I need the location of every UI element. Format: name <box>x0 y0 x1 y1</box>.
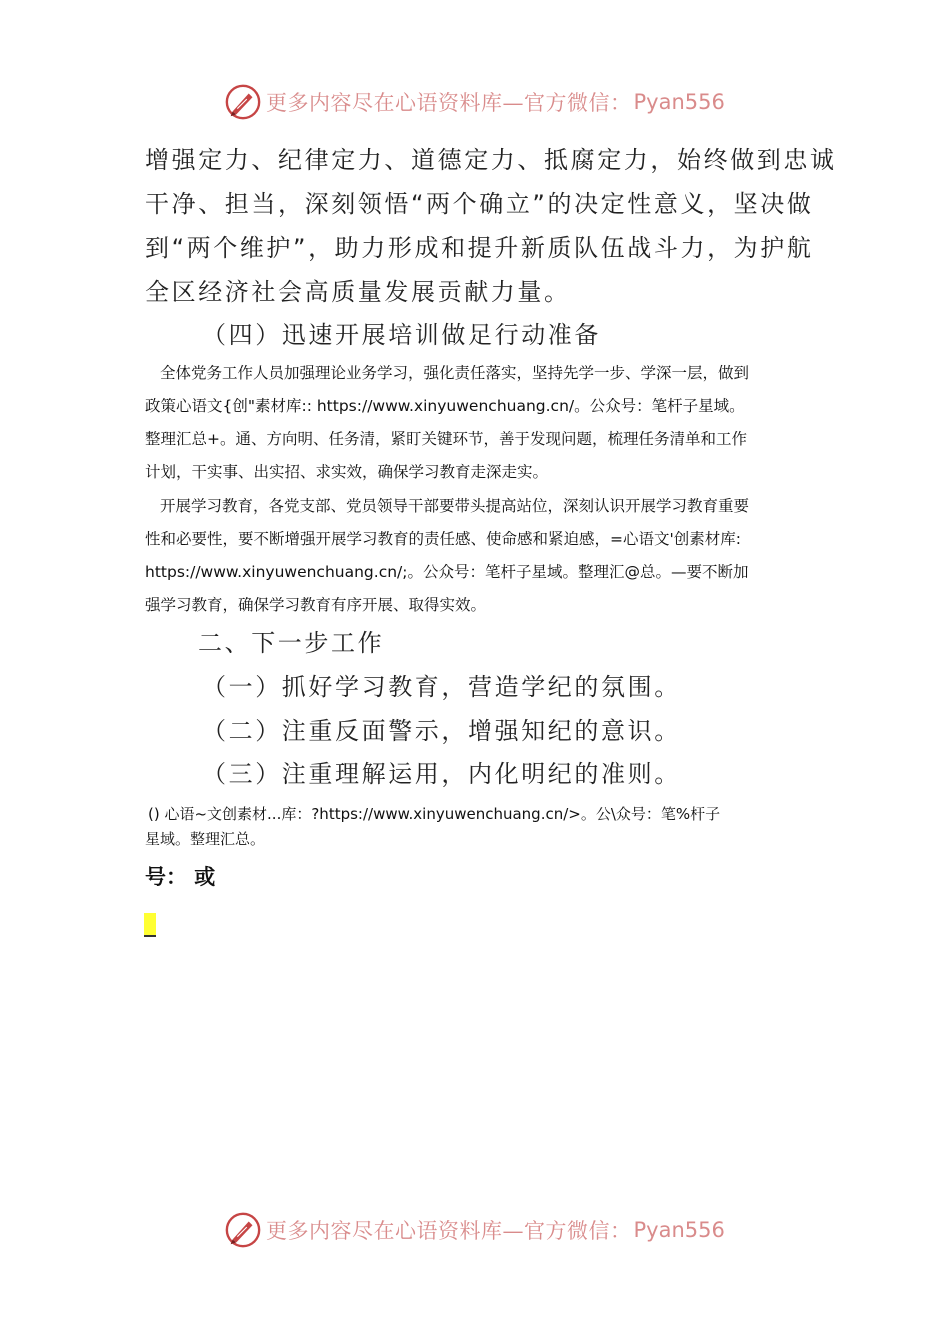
footer-watermark-banner <box>224 1210 725 1250</box>
heading-section-4: （四）迅速开展培训做足行动准备 <box>202 321 601 349</box>
header-watermark-banner <box>224 82 725 122</box>
pen-logo-icon <box>224 83 262 121</box>
note-line-2: 星域。整理汇总。 <box>145 830 266 848</box>
banner-wechat-id: Pyan556 <box>633 1218 725 1242</box>
paragraph-a-line-2: 政策心语文{创"素材库:: https://www.xinyuwenchuang.cn/。公众号：笔杆子星域。 <box>145 397 745 415</box>
list-item-1: （一）抓好学习教育，营造学纪的氛围。 <box>202 673 681 701</box>
body-line-4: 全区经济社会高质量发展贡献力量。 <box>145 278 571 306</box>
note-line-1: () 心语~文创素材...库：?https://www.xinyuwenchuang.cn/>。公\众号：笔%杆子 <box>148 805 721 823</box>
body-line-1: 增强定力、纪律定力、道德定力、抵腐定力，始终做到忠诚 <box>145 146 837 174</box>
section-2-title: 二、下一步工作 <box>198 629 385 657</box>
paragraph-b-line-1: 开展学习教育，各党支部、党员领导干部要带头提高站位，深刻认识开展学习教育重要 <box>160 497 750 515</box>
paragraph-b-line-2: 性和必要性，要不断增强开展学习教育的责任感、使命感和紧迫感，=心语文'创素材库: <box>145 530 741 548</box>
list-item-2: （二）注重反面警示，增强知纪的意识。 <box>202 717 681 745</box>
paragraph-a-line-3: 整理汇总+。通、方向明、任务清，紧盯关键环节，善于发现问题，梳理任务清单和工作 <box>145 430 747 448</box>
banner-text: 更多内容尽在心语资料库—官方微信： <box>266 91 632 115</box>
pen-logo-icon <box>224 1211 262 1249</box>
list-item-3: （三）注重理解运用，内化明纪的准则。 <box>202 760 681 788</box>
paragraph-b-line-4: 强学习教育，确保学习教育有序开展、取得实效。 <box>145 596 487 614</box>
banner-wechat-id: Pyan556 <box>633 90 725 114</box>
bold-mark-text: 号： 或 <box>145 865 216 889</box>
body-line-3: 到“两个维护”，助力形成和提升新质队伍战斗力，为护航 <box>145 234 814 262</box>
paragraph-a-line-1: 全体党务工作人员加强理论业务学习，强化责任落实，坚持先学一步、学深一层，做到 <box>160 364 750 382</box>
paragraph-b-line-3: https://www.xinyuwenchuang.cn/;。公众号：笔杆子星域。整理汇@总。—要不断加 <box>145 563 749 581</box>
banner-text: 更多内容尽在心语资料库—官方微信： <box>266 1219 632 1243</box>
paragraph-a-line-4: 计划，干实事、出实招、求实效，确保学习教育走深走实。 <box>145 463 549 481</box>
body-line-2: 干净、担当，深刻领悟“两个确立”的决定性意义，坚决做 <box>145 190 814 218</box>
text-cursor-highlight <box>144 913 156 937</box>
